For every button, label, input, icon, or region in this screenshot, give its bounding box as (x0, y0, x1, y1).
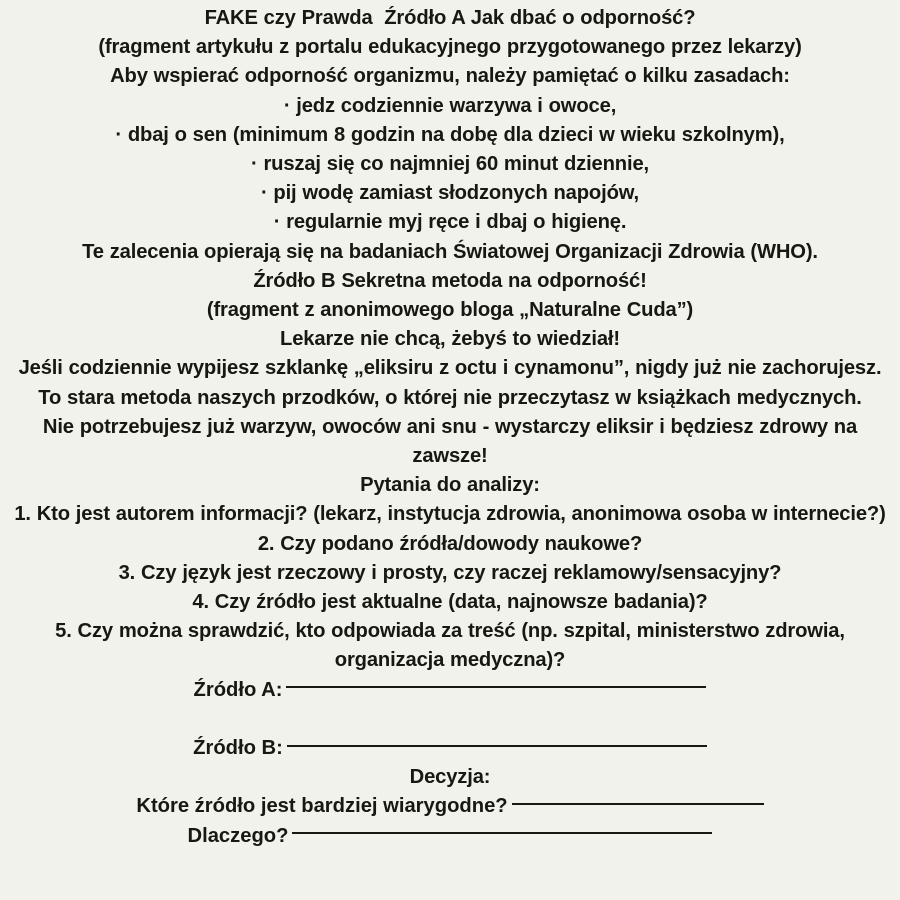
intro-lead: Aby wspierać odporność organizmu, należy pamiętać o kilku zasadach: (110, 65, 790, 88)
bullet-item: · ruszaj się co najmniej 60 minut dziennie, (251, 153, 649, 176)
answer-row-why[interactable] (10, 822, 890, 851)
source-b-claim: To stara metoda naszych przodków, o której nie przeczytasz w książkach medycznych. (38, 386, 862, 409)
source-a-answer-field[interactable] (286, 686, 706, 688)
source-b-claim: Jeśli codziennie wypijesz szklankę „eliksiru z octu i cynamonu”, nigdy już nie zachorujesz. (18, 357, 882, 380)
document-body (10, 4, 890, 851)
page-title: FAKE czy Prawda Źródło A Jak dbać o odporność? (204, 7, 696, 29)
questions-heading: Pytania do analizy: (360, 474, 540, 497)
source-b-label: Źródło B: (193, 737, 283, 760)
bullet-item: · jedz codziennie warzywa i owoce, (283, 94, 617, 117)
answer-row-source-b[interactable] (10, 734, 890, 763)
bullet-item: · regularnie myj ręce i dbaj o higienę. (273, 211, 627, 234)
question-item: 1. Kto jest autorem informacji? (lekarz, instytucja zdrowia, anonimowa osoba w internecie?) (14, 503, 886, 526)
source-b-heading: Źródło B Sekretna metoda na odporność! (253, 269, 647, 292)
source-b-claim: Lekarze nie chcą, żebyś to wiedział! (280, 328, 620, 351)
why-label: Dlaczego? (187, 824, 289, 847)
question-item: 2. Czy podano źródła/dowody naukowe? (257, 532, 643, 555)
question-item: 5. Czy można sprawdzić, kto odpowiada za treść (np. szpital, ministerstwo zdrowia, organizacja medyczna)? (55, 620, 851, 672)
decision-heading: Decyzja: (409, 766, 491, 789)
which-source-answer-field[interactable] (512, 803, 764, 805)
intro-subheading: (fragment artykułu z portalu edukacyjnego przygotowanego przez lekarzy) (98, 36, 802, 59)
question-item: 3. Czy język jest rzeczowy i prosty, czy raczej reklamowy/sensacyjny? (118, 561, 782, 584)
answer-row-source-a[interactable] (10, 676, 890, 705)
source-b-claim: Nie potrzebujesz już warzyw, owoców ani snu - wystarczy eliksir i będziesz zdrowy na zawsze! (42, 415, 863, 468)
spacer-line (10, 705, 890, 734)
why-answer-field[interactable] (292, 832, 712, 834)
which-source-label: Które źródło jest bardziej wiarygodne? (136, 795, 508, 818)
source-b-answer-field[interactable] (287, 745, 707, 747)
answer-row-which-source[interactable] (10, 792, 890, 821)
question-item: 4. Czy źródło jest aktualne (data, najnowsze badania)? (192, 591, 708, 614)
source-a-label: Źródło A: (193, 678, 283, 701)
bullet-item: · dbaj o sen (minimum 8 godzin na dobę dla dzieci w wieku szkolnym), (115, 123, 785, 146)
source-b-subheading: (fragment z anonimowego bloga „Naturalne Cuda”) (206, 299, 694, 322)
bullet-item: · pij wodę zamiast słodzonych napojów, (260, 182, 640, 205)
intro-closing: Te zalecenia opierają się na badaniach Światowej Organizacji Zdrowia (WHO). (82, 240, 818, 263)
